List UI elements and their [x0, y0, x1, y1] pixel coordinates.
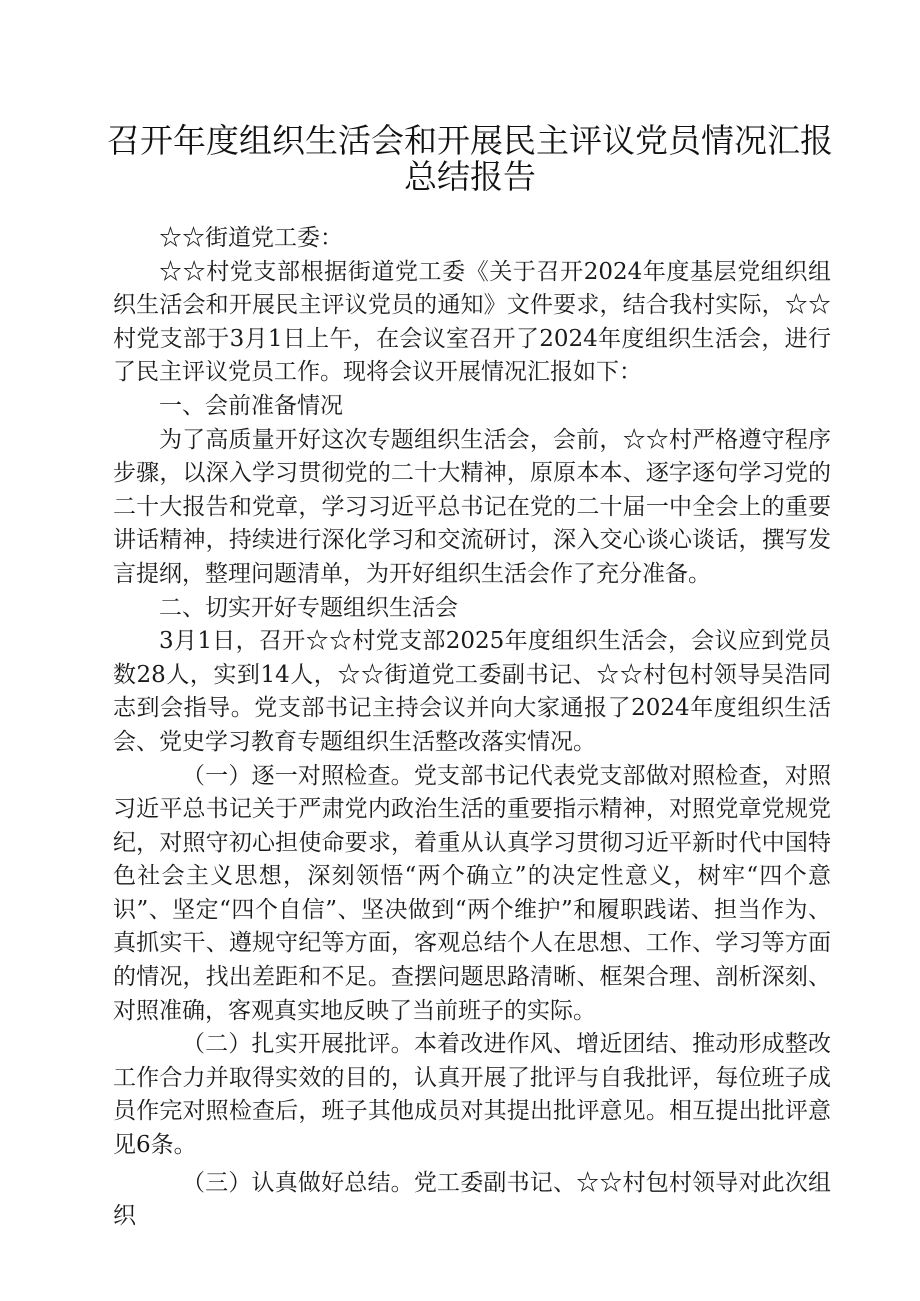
section-paragraph-meeting: 3月1日，召开☆☆村党支部2025年度组织生活会，会议应到党员数28人，实到14人，☆☆街道党工委副书记、☆☆村包村领导吴浩同志到会指导。党支部书记主持会议并向大家通报了2024年度组织生活会、党史学习教育专题组织生活整改落实情况。 [113, 628, 831, 755]
subsection-paragraph-check: （一）逐一对照检查。党支部书记代表党支部做对照检查，对照习近平总书记关于严肃党内政治生活的重要指示精神，对照党章党规党纪，对照守初心担使命要求，着重从认真学习贯彻习近平新时代中国特色社会主义思想，深刻领悟“两个确立”的决定性意义，树牢“四个意识”、坚定“四个自信”、坚决做到“两个维护”和履职践诺、担当作为、真抓实干、遵规守纪等方面，客观总结个人在思想、工作、学习等方面的情况，找出差距和不足。查摆问题思路清晰、框架合理、剖析深刻、对照准确，客观真实地反映了当前班子的实际。 [113, 762, 831, 1024]
section-paragraph-preparation: 为了高质量开好这次专题组织生活会，会前，☆☆村严格遵守程序步骤，以深入学习贯彻党的二十大精神，原原本本、逐字逐句学习党的二十大报告和党章，学习习近平总书记在党的二十届一中全会上的重要讲话精神，持续进行深化学习和交流研讨，深入交心谈心谈话，撰写发言提纲，整理问题清单，为开好组织生活会作了充分准备。 [113, 426, 831, 587]
subsection-paragraph-criticism: （二）扎实开展批评。本着改进作风、增近团结、推动形成整改工作合力并取得实效的目的，认真开展了批评与自我批评，每位班子成员作完对照检查后，班子其他成员对其提出批评意见。相互提出批评意见6条。 [113, 1031, 831, 1159]
intro-paragraph: ☆☆村党支部根据街道党工委《关于召开2024年度基层党组织组织生活会和开展民主评议党员的通知》文件要求，结合我村实际，☆☆村党支部于3月1日上午，在会议室召开了2024年度组织生活会，进行了民主评议党员工作。现将会议开展情况汇报如下： [113, 258, 831, 386]
section-heading-preparation: 一、会前准备情况 [159, 392, 343, 419]
salutation: ☆☆街道党工委： [159, 225, 343, 251]
section-heading-meeting: 二、切实开好专题组织生活会 [159, 594, 458, 621]
subsection-paragraph-summary: （三）认真做好总结。党工委副书记、☆☆村包村领导对此次组织 [113, 1169, 831, 1230]
document-body [113, 222, 831, 1234]
document-title: 召开年度组织生活会和开展民主评议党员情况汇报总结报告 [107, 121, 833, 196]
